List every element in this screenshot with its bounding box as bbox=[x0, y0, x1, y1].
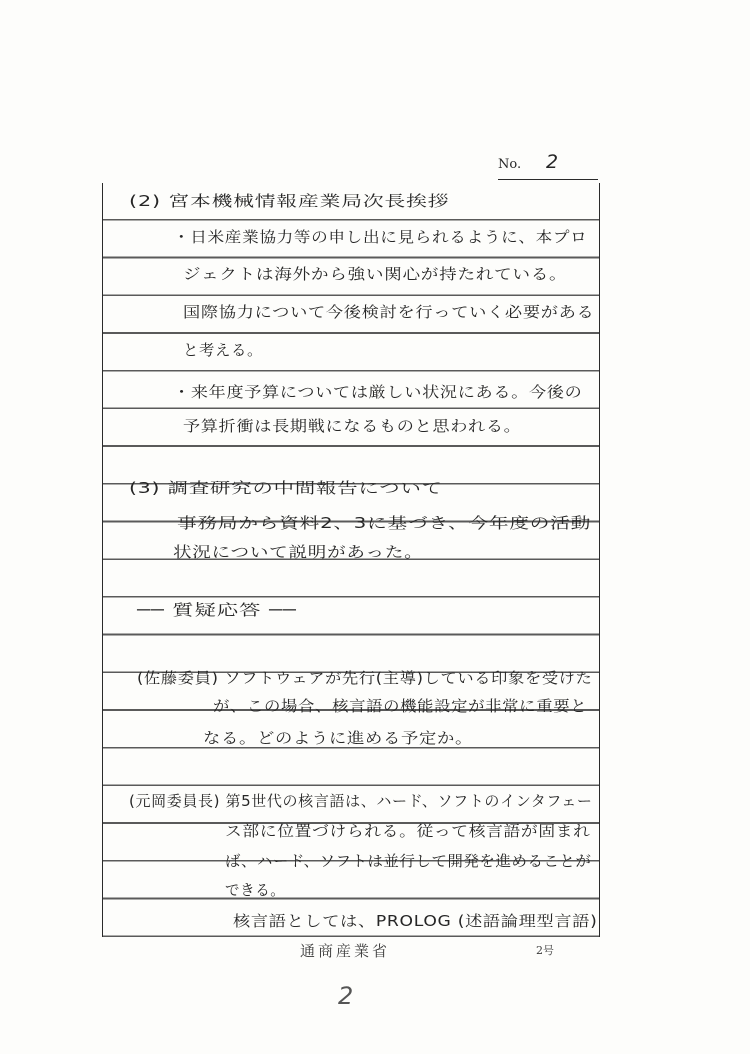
text-line: 予算折衝は長期戦になるものと思われる。 bbox=[183, 417, 522, 435]
text-line: 事務局から資料2、3に基づき、今年度の活動 bbox=[177, 514, 592, 532]
form-number: 2号 bbox=[536, 944, 554, 957]
text-line: ば、ハード、ソフトは並行して開発を進めることが bbox=[225, 852, 592, 870]
text-line: (元岡委員長) 第5世代の核言語は、ハード、ソフトのインタフェー bbox=[129, 792, 593, 810]
text-line: ジェクトは海外から強い関心が持たれている。 bbox=[183, 265, 568, 283]
text-line: (佐藤委員) ソフトウェアが先行(主導)している印象を受けた bbox=[137, 669, 593, 687]
text-line: ・来年度予算については厳しい状況にある。今後の bbox=[173, 383, 583, 401]
text-line: ス部に位置づけられる。従って核言語が固まれ bbox=[225, 822, 591, 840]
text-line: と考える。 bbox=[183, 341, 264, 359]
text-line: 国際協力について今後検討を行っていく必要がある bbox=[183, 303, 595, 321]
text-line: 状況について説明があった。 bbox=[173, 543, 424, 561]
no-label: No. bbox=[498, 157, 522, 172]
text-line: なる。どのように進める予定か。 bbox=[203, 729, 474, 747]
qa-heading: ── 質疑応答 ── bbox=[137, 601, 297, 619]
text-line: が、この場合、核言語の機能設定が非常に重要と bbox=[213, 697, 588, 715]
section-heading-3: (3) 調査研究の中間報告について bbox=[129, 479, 443, 497]
ruled-sheet bbox=[102, 183, 600, 937]
page-number: 2 bbox=[338, 982, 354, 1010]
ministry-footer: 通商産業省 bbox=[300, 942, 391, 960]
text-line: できる。 bbox=[225, 881, 286, 899]
page-number-field bbox=[498, 151, 598, 180]
section-heading-2: (2) 宮本機械情報産業局次長挨拶 bbox=[129, 192, 450, 210]
text-line: ・日米産業協力等の申し出に見られるように、本プロ bbox=[173, 228, 588, 246]
no-value: 2 bbox=[546, 151, 559, 173]
text-line: 核言語としては、PROLOG (述語論理型言語) bbox=[233, 912, 598, 930]
